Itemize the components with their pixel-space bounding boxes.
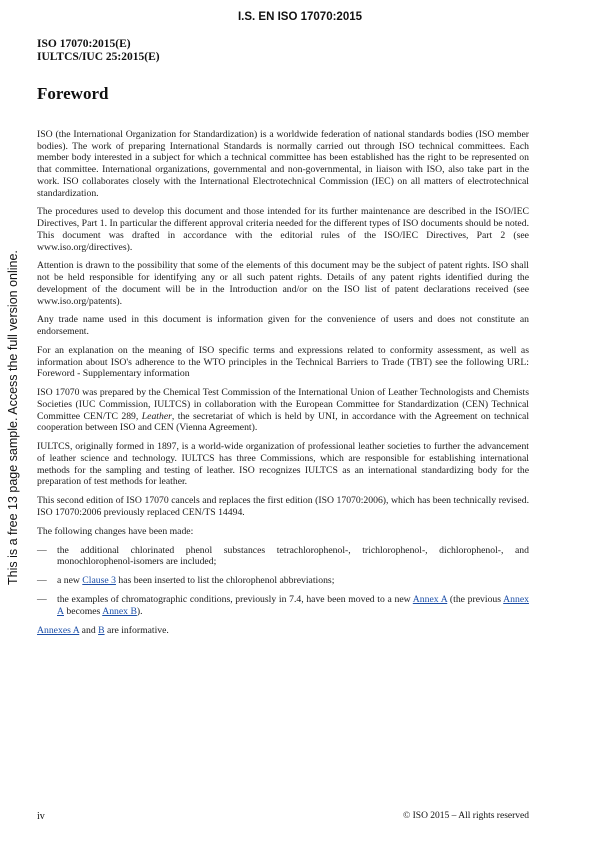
change-item-1 xyxy=(37,545,529,568)
paragraph-patents: Attention is drawn to the possibility that some of the elements of this document may be the subject of patent rights. ISO shall not be held responsible for identifying any or all such patent rights. Details of any patent rights identified during the development of the document will be in the Introduction and/or on the ISO list of patent declarations received (see www.iso.org/patents). xyxy=(37,260,529,307)
new-annex-a-link[interactable]: Annex A xyxy=(412,594,448,606)
text-between-links: and xyxy=(79,624,99,636)
text-between-links: becomes xyxy=(64,605,103,617)
leather-italic: Leather xyxy=(141,410,172,422)
change-item-3 xyxy=(37,594,529,617)
change-item-2 xyxy=(37,575,529,587)
page-number: iv xyxy=(37,811,45,822)
standard-header: I.S. EN ISO 17070:2015 xyxy=(237,11,363,23)
foreword-body xyxy=(37,129,529,644)
preparation-text-end: , the secretariat of which is held by UNI, in accordance with the Agreement on technical cooperation between ISO and CEN (Vienna Agreement). xyxy=(37,410,530,434)
paragraph-conformity: For an explanation on the meaning of ISO specific terms and expressions related to conformity assessment, as well as information about ISO's adherence to the WTO principles in the Technical Barriers to Trade (TBT) see the following URL: Foreword - Supplementary information xyxy=(37,345,529,380)
annex-b-link[interactable]: Annex B xyxy=(102,605,137,617)
text-after-link: are informative. xyxy=(104,624,169,636)
text-after-link: has been inserted to list the chlorophenol abbreviations; xyxy=(115,575,335,587)
change-item-text xyxy=(57,594,529,617)
paragraph-iso-intro: ISO (the International Organization for Standardization) is a worldwide federation of national standards bodies (ISO member bodies). The work of preparing International Standards is normally carried out through ISO technical committees. Each member body interested in a subject for which a technical committee has been established has the right to be represented on that committee. International organizations, governmental and non-governmental, in liaison with ISO, also take part in the work. ISO collaborates closely with the International Electrotechnical Commission (IEC) on all matters of electrotechnical standardization. xyxy=(37,129,529,199)
annex-b-closing-link[interactable]: B xyxy=(98,624,105,636)
paragraph-iultcs: IULTCS, originally formed in 1897, is a world-wide organization of professional leather societies to further the advancement of leather science and technology. IULTCS has three Commissions, which are responsible for establishing international methods for the sampling and testing of leather. ISO recognizes IULTCS as an international standardizing body for the preparation of test methods for leather. xyxy=(37,441,529,488)
text-before-link: a new xyxy=(57,575,83,587)
change-item-text: the additional chlorinated phenol substances tetrachlorophenol-, trichlorophenol-, dichlorophenol-, and monochlorophenol-isomers are included; xyxy=(57,544,529,568)
clause-3-link[interactable]: Clause 3 xyxy=(82,575,116,587)
paragraph-procedures: The procedures used to develop this document and those intended for its further maintenance are described in the ISO/IEC Directives, Part 1. In particular the different approval criteria needed for the different types of ISO documents should be noted. This document was drafted in accordance with the editorial rules of the ISO/IEC Directives, Part 2 (see www.iso.org/directives). xyxy=(37,206,529,253)
previous-annex-a-link[interactable]: Annex A xyxy=(57,594,529,617)
text-after-link: ). xyxy=(136,605,143,617)
text-between-links: (the previous xyxy=(447,594,504,606)
change-item-text xyxy=(57,575,529,587)
doc-id-iultcs: IULTCS/IUC 25:2015(E) xyxy=(37,51,160,63)
paragraph-changes-intro: The following changes have been made: xyxy=(37,525,194,537)
paragraph-annexes xyxy=(37,625,529,637)
list-dash: — xyxy=(37,544,47,556)
paragraph-edition: This second edition of ISO 17070 cancels and replaces the first edition (ISO 17070:2006), which has been technically revised. ISO 17070:2006 previously replaced CEN/TS 14494. xyxy=(37,495,529,518)
paragraph-preparation xyxy=(37,387,529,434)
list-dash: — xyxy=(37,575,47,587)
page-title: Foreword xyxy=(37,84,109,103)
annexes-a-link[interactable]: Annexes A xyxy=(37,624,80,636)
doc-id-iso: ISO 17070:2015(E) xyxy=(37,38,131,50)
list-dash: — xyxy=(37,594,47,606)
document-identifier xyxy=(37,38,160,64)
preparation-text-start: ISO 17070 was prepared by the Chemical Test Commission of the International Union of Leather Technologists and Chemists Societies (IUC Commission, IULTCS) in collaboration with the European Committee for Standardization (CEN) Technical Committee CEN/TC 289, xyxy=(37,387,529,422)
text-before-link: the examples of chromatographic conditions, previously in 7.4, have been moved to a new xyxy=(57,594,413,606)
sample-watermark-note: This is a free 13 page sample. Access the full version online. xyxy=(6,250,20,585)
copyright-notice: © ISO 2015 – All rights reserved xyxy=(403,811,529,821)
paragraph-trade-name: Any trade name used in this document is information given for the convenience of users and does not constitute an endorsement. xyxy=(37,314,529,338)
